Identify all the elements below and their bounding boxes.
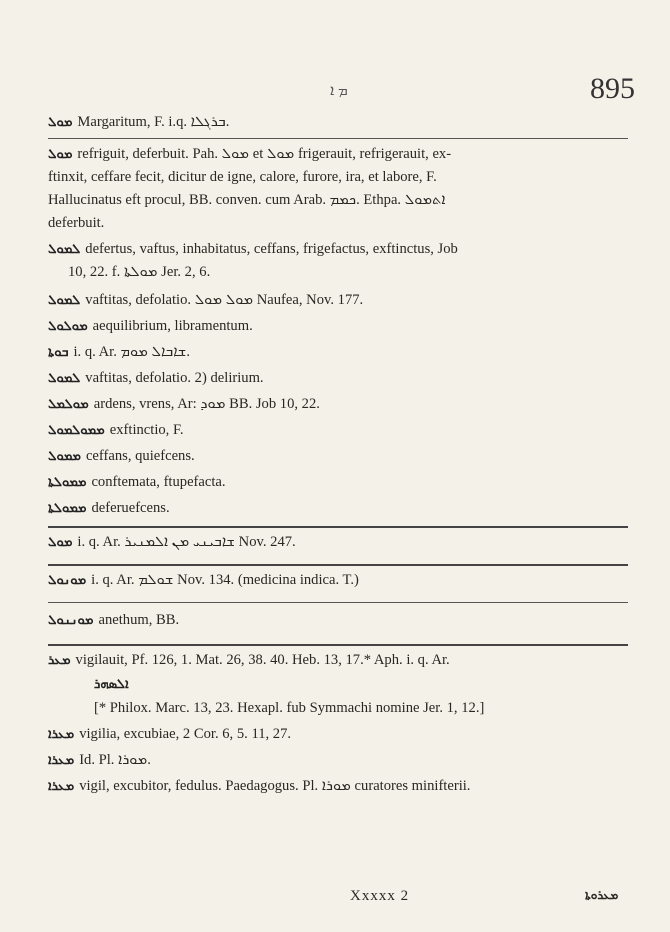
entry-line: ܠܡܘܠ vaftitas, defolatio. 2) delirium.: [48, 370, 264, 386]
syriac-headword: ܠܡܘܠ: [48, 371, 81, 386]
entry-line: ܡܥܪ vigilauit, Pf. 126, 1. Mat. 26, 38. 40. Heb. 13, 17.* Aph. i. q. Ar.: [48, 652, 450, 668]
syriac-headword: ܡܘܢܘܠ: [48, 573, 87, 588]
syriac-headword: ܠܡܘܠ: [48, 242, 81, 257]
separator-rule: [48, 644, 628, 646]
signature-mark: Xxxxx 2: [350, 888, 410, 904]
syriac-headword: ܡܥܪ: [48, 653, 71, 668]
arabic-gloss: ܐܠܣܗܪ: [94, 677, 129, 692]
syriac-headword: ܡܥܪܐ: [48, 753, 75, 768]
separator-rule: [48, 564, 628, 566]
syriac-headword: ܡܡܘܠ: [48, 449, 81, 464]
syriac-headword: ܡܘܠ: [48, 535, 73, 550]
syriac-headword: ܡܥܪܐ: [48, 727, 75, 742]
entry-line: 10, 22. f. ܡܘܠܬܐ Jer. 2, 6.: [68, 264, 211, 280]
syriac-headword: ܡܘܠ: [48, 147, 73, 162]
syriac-headword: ܒܘܬܐ: [48, 345, 69, 360]
syriac-headword: ܡܘܠܡܠ: [48, 397, 89, 412]
entry-line: ܡܥܪܐ vigilia, excubiae, 2 Cor. 6, 5. 11, 27.: [48, 726, 292, 742]
running-head-syriac: ܡ ܐ: [330, 83, 348, 99]
entry-line: ܡܥܪܐ Id. Pl. ܡܘܪܐ.: [48, 752, 151, 768]
entry-line: ܡܘܠܡܠ ardens, vrens, Ar: ܡܘܕ BB. Job 10, 22.: [48, 396, 320, 412]
entry-line: ܡܘܢܢܘܠ anethum, BB.: [48, 612, 180, 628]
entry-line: ftinxit, ceffare fecit, dicitur de igne, calore, furore, ira, et labore, F.: [48, 169, 437, 185]
entry-line: deferbuit.: [48, 215, 105, 231]
syriac-headword: ܡܘܠ: [48, 115, 73, 130]
catchword: ܡܥܪܘܬܐ: [585, 888, 619, 902]
entry-line: ܡܘܠ i. q. Ar. ܫܐܒܝܢܝ ܡܢ ܐܠܡܢܝܪ Nov. 247.: [48, 534, 296, 550]
entry-line: ܡܘܠ Margaritum, F. i.q. ܒܪܓܠܐ.: [48, 114, 230, 130]
entry-line: ܡܡܘܠܡܘܠ exftinctio, F.: [48, 422, 184, 438]
syriac-headword: ܡܡܘܠܡܘܠ: [48, 423, 105, 438]
syriac-headword: ܡܥܪܐ: [48, 779, 75, 794]
entry-line: ܠܡܘܠ defertus, vaftus, inhabitatus, ceffans, frigefactus, exftinctus, Job: [48, 241, 458, 257]
syriac-headword: ܠܡܘܠ: [48, 293, 81, 308]
entry-line: ܡܘܠܘܠ aequilibrium, libramentum.: [48, 318, 253, 334]
entry-line: ܡܘܠ refriguit, deferbuit. Pah. ܡܘܠ et ܡܘܠ frigerauit, refrigerauit, ex-: [48, 146, 452, 162]
entry-line: ܡܘܢܘܠ i. q. Ar. ܫܘܠܡ Nov. 134. (medicina indica. T.): [48, 572, 359, 588]
separator-rule: [48, 602, 628, 603]
page-number: 895: [590, 72, 635, 105]
entry-line: ܡܡܘܠܬܐ conftemata, ftupefacta.: [48, 474, 226, 490]
separator-rule: [48, 138, 628, 139]
separator-rule: [48, 526, 628, 528]
footnote-line: [* Philox. Marc. 13, 23. Hexapl. fub Symmachi nomine Jer. 1, 12.]: [94, 700, 485, 716]
entry-line: ܡܡܘܠܬܐ deferuefcens.: [48, 500, 170, 516]
entry-line: Hallucinatus eft procul, BB. conven. cum Arab. ܟܡܡ. Ethpa. ܐܬܡܘܠ: [48, 192, 446, 208]
syriac-headword: ܡܘܠܘܠ: [48, 319, 88, 334]
syriac-headword: ܡܡܘܠܬܐ: [48, 475, 87, 490]
entry-line: ܠܡܘܠ vaftitas, defolatio. ܡܘܠ ܡܘܠ Naufea, Nov. 177.: [48, 292, 364, 308]
syriac-headword: ܡܘܢܢܘܠ: [48, 613, 94, 628]
entry-line: ܒܘܬܐ i. q. Ar. ܫܐܒܐܠ ܡܘܡ.: [48, 344, 191, 360]
syriac-headword: ܡܡܘܠܬܐ: [48, 501, 87, 516]
entry-line: ܡܡܘܠ ceffans, quiefcens.: [48, 448, 195, 464]
entry-line: ܡܥܪܐ vigil, excubitor, fedulus. Paedagogus. Pl. ܡܘܪܐ curatores minifterii.: [48, 778, 471, 794]
